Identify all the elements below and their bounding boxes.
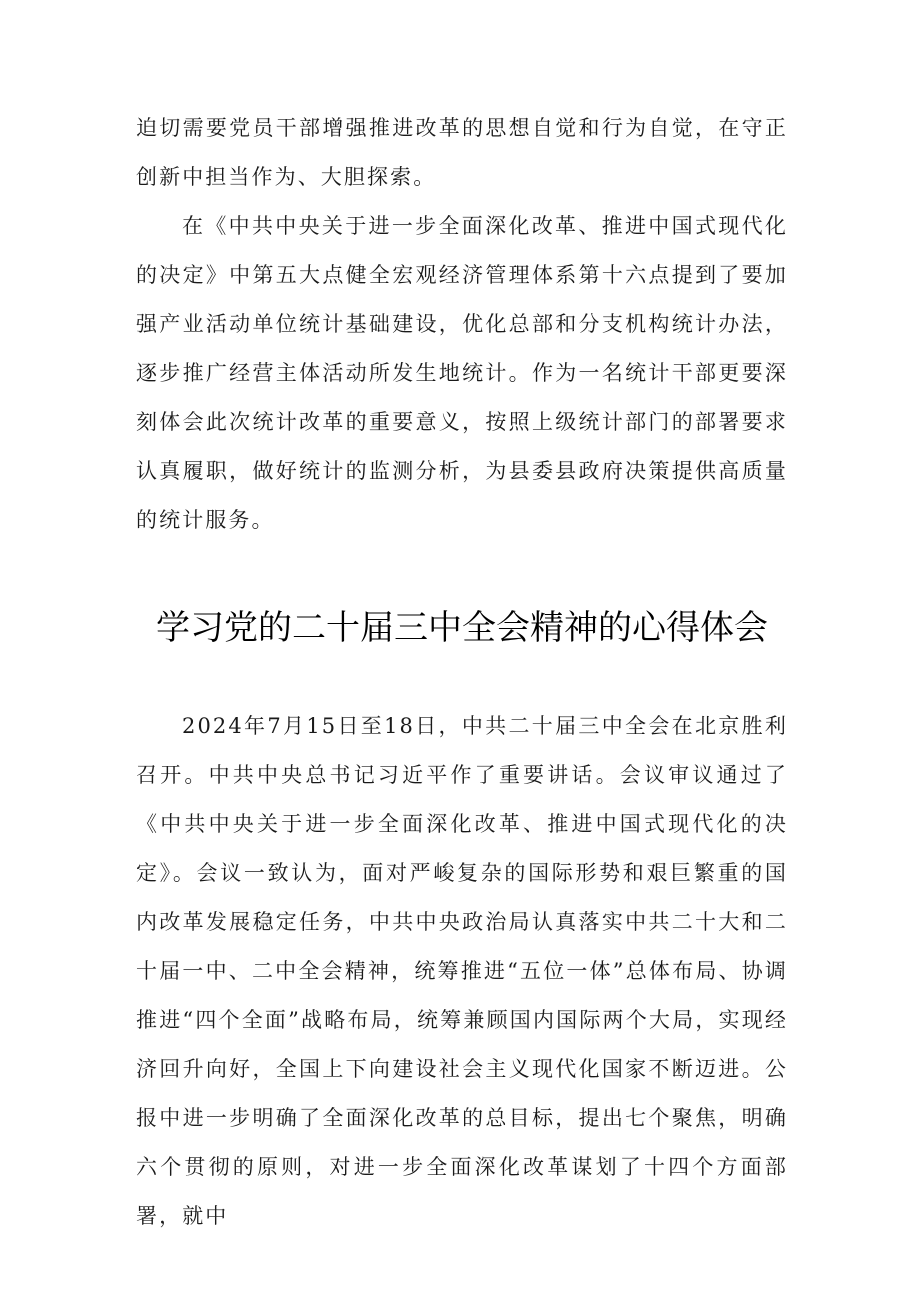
article-title: 学习党的二十届三中全会精神的心得体会 <box>156 608 768 648</box>
paragraph-statistics-reform: 在《中共中央关于进一步全面深化改革、推进中国式现代化的决定》中第五大点健全宏观经济管理体系第十六点提到了要加强产业活动单位统计基础建设，优化总部和分支机构统计办法，逐步推广经营主体活动所发生地统计。作为一名统计干部更要深刻体会此次统计改革的重要意义，按照上级统计部门的部署要求认真履职，做好统计的监测分析，为县委县政府决策提供高质量的统计服务。 <box>136 214 788 532</box>
paragraph-plenary-session: 2024年7月15日至18日，中共二十届三中全会在北京胜利召开。中共中央总书记习近平作了重要讲话。会议审议通过了《中共中央关于进一步全面深化改革、推进中国式现代化的决定》。会议一致认为，面对严峻复杂的国际形势和艰巨繁重的国内改革发展稳定任务，中共中央政治局认真落实中共二十大和二十届一中、二中全会精神，统筹推进“五位一体”总体布局、协调推进“四个全面”战略布局，统筹兼顾国内国际两个大局，实现经济回升向好，全国上下向建设社会主义现代化国家不断迈进。公报中进一步明确了全面深化改革的总目标，提出七个聚焦，明确六个贯彻的原则，对进一步全面深化改革谋划了十四个方面部署，就中 <box>136 714 788 1228</box>
paragraph-continuation: 迫切需要党员干部增强推进改革的思想自觉和行为自觉，在守正创新中担当作为、大胆探索。 <box>136 116 788 189</box>
section-1-text <box>136 104 788 545</box>
section-2-text <box>136 702 788 1241</box>
